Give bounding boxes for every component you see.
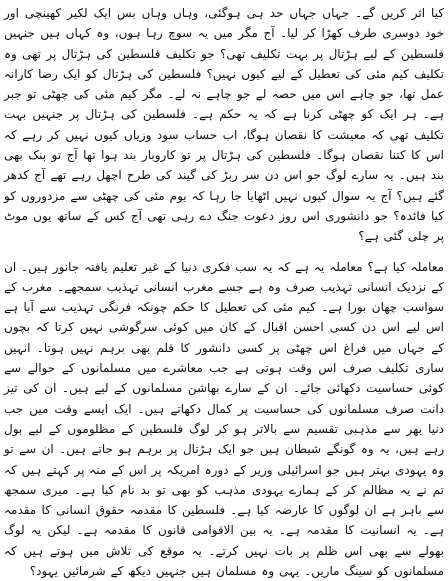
article-paragraph-1: کیا اثر کریں گے۔ جہاں جہاں حد ہی ہوگئی، وہاں وہاں بس ایک لکیر کھینچی اور خود دوسری طرف کھڑا کر لیا۔ آج مگر میں یہ سوچ رہا ہوں، وہ کہاں ہیں جنہیں فلسطین کے لیے ہڑتال پر بہت تکلیف تھی؟ جو تکلیف فلسطین کی ہڑتال پر تھی وہ تکلیف کیم مئی کی تعطیل کے لیے کیوں نہیں؟ فلسطین کی ہڑتال کو ایک رضا کارانہ عمل تھا، جو چاہے اس میں حصہ لے جو چاہے نہ لے۔ مگر کیم مئی کی چھٹی تو جبر ہے۔ ہر ایک کو چھٹی کرنا ہے کہ یہ حکم ہے۔ فلسطین کی ہڑتال پر جنہیں بہت تکلیف تھی کہ معیشت کا نقصان ہوگا، اب حساب سود وزیاں کیوں نہیں کر رہے کہ اس کا کتنا نقصان ہوگا۔ فلسطین کی ہڑتال پر تو کاروبار بند ہوا تھا آج تو بنک بھی بند ہیں۔ یہ سارے لوگ جو اس دن سر ربڑ کی گیند کی طرح اچھل رہے تھے آج کدھر گئے ہیں؟ آج یہ سوال کیوں نہیں اٹھایا جا رہا کہ یوم مئی کی چھٹی سے مزدوروں کو کیا فائدہ؟ جو دانشوری اس روز دعوت جنگ دے رہی تھی آج کس کے ساتھ یوں موٹ پر چلی گئی ہے؟ (4, 6, 444, 244)
article-paragraph-2: معاملہ کیا ہے؟ معاملہ یہ ہے کہ یہ سب فکری دنیا کے غیر تعلیم یافتہ جانور ہیں۔ ان کے نزدیک انسانی تہذیب صرف وہ ہے جسے مغرب انسانی تہذیب سمجھے۔ مغرب کے سواسب چھان بورا ہے۔ کیم مئی کی تعطیل کا حکم چونکہ فرنگی تہذیب سے آیا ہے اس لیے اس دن کسی احسن اقبال کے کان میں کوئی سرگوشی نہیں کرتا کہ بچوں کے جہاں میں فراغ اس چھٹی پر کسی دانشور کا قلم بھی برہم نہیں ہوتا۔ انہیں ساری تکلیف صرف اس وقت ہوتی ہے جب معاشرے میں مسلمانوں کے حوالے سے کوئی حساسیت دکھائی جائے۔ ان کے سارے بھاشن مسلمانوں کے لیے ہیں۔ ان کی تیز دانت صرف مسلمانوں کی حساسیت پر کمال دکھاتے ہیں۔ ایک ایسے وقت میں جب دنیا بھر سے مذہبی تقسیم سے بالاتر ہو کر لوگ فلسطین کے مظلوموں کے لیے بول رہے ہیں، یہ وہ گونگے شیطان ہیں جو ایک ہڑتال پر برہم ہو جاتے ہیں۔ ان سے تو وہ یہودی بہتر ہیں جو اسرائیلی وزیر کے دورہ امریکہ پر اس کے منہ پر کہتے ہیں کہ تم نے یہ مظالم کر کے ہمارے یہودی مذہب کو بھی تو بد نام کیا ہے۔ میری سمجھ سے باہر ہے ان لوگوں کا عارضہ کیا ہے۔ فلسطین کا مقدمہ حقوق انسانی کا مقدمہ ہے۔ یہ انسانیت کا مقدمہ ہے۔ یہ بین الاقوامی قانون کا مقدمہ ہے۔ لیکن یہ لوگ بھولے سے بھی اس ظلم پر بات نہیں کرتے۔ یہ موقع کی تلاش میں ہوتے ہیں کہ مسلمانوں کو سینگ ماریں۔ یہی وہ مسلمان ہیں جنہیں دیکھ کے شرمائیں یہود؟ (4, 259, 444, 579)
